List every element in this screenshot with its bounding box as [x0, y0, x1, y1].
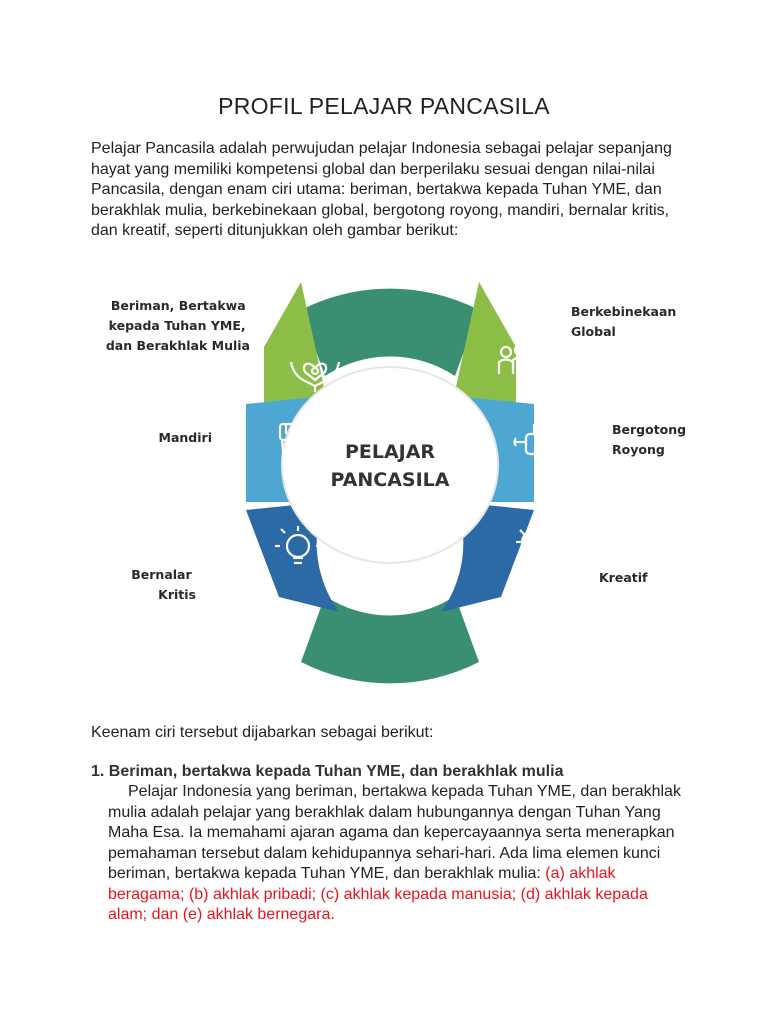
characteristics-list [91, 762, 691, 926]
label-gotong: Bergotong Royong [612, 422, 687, 457]
intro-paragraph: Pelajar Pancasila adalah perwujudan pelajar Indonesia sebagai pelajar sepanjang hayat yang memiliki kompetensi global dan berperilaku sesuai dengan nilai-nilai Pancasila, dengan enam ciri utama: beriman, bertakwa kepada Tuhan YME, dan berakhlak mulia, berkebinekaan global, bergotong royong, mandiri, bernalar kritis, dan kreatif, seperti ditunjukkan oleh gambar berikut: [91, 140, 672, 239]
page-title: PROFIL PELAJAR PANCASILA [218, 93, 550, 119]
creative-brain-icon [516, 526, 548, 566]
center-title-line1: PELAJAR [344, 441, 436, 463]
center-circle [282, 367, 498, 563]
section-subhead: Keenam ciri tersebut dijabarkan sebagai berikut: [91, 724, 434, 741]
center-title-line2: PANCASILA [330, 469, 450, 491]
list-item-heading: 1. Beriman, bertakwa kepada Tuhan YME, dan berakhlak mulia [91, 763, 564, 780]
list-item-body-text: Pelajar Indonesia yang beriman, bertakwa kepada Tuhan YME, dan berakhlak mulia adalah pelajar yang berakhlak dalam hubungannya dengan Tuhan Yang Maha Esa. Ia memahami ajaran agama dan kepercayaannya serta menerapkan pemahaman tersebut dalam kehidupannya sehari-hari. Ada lima elemen kunci beriman, bertakwa kepada Tuhan YME, dan berakhlak mulia: [108, 783, 681, 882]
pelajar-pancasila-diagram [86, 252, 696, 712]
label-mandiri: Mandiri [158, 430, 212, 445]
ring-top-segment [301, 289, 479, 376]
label-global: Berkebinekaan Global [571, 304, 677, 339]
label-bernalar: Bernalar Kritis [131, 567, 196, 602]
label-kreatif: Kreatif [599, 570, 648, 585]
label-beriman: Beriman, Bertakwa kepada Tuhan YME, dan Berakhlak Mulia [105, 298, 250, 353]
list-item-body-highlight: (a) akhlak beragama; (b) akhlak pribadi; (c) akhlak kepada manusia; (d) akhlak kepada alam; dan (e) akhlak bernegara. [108, 865, 648, 923]
list-item-body [108, 782, 688, 926]
